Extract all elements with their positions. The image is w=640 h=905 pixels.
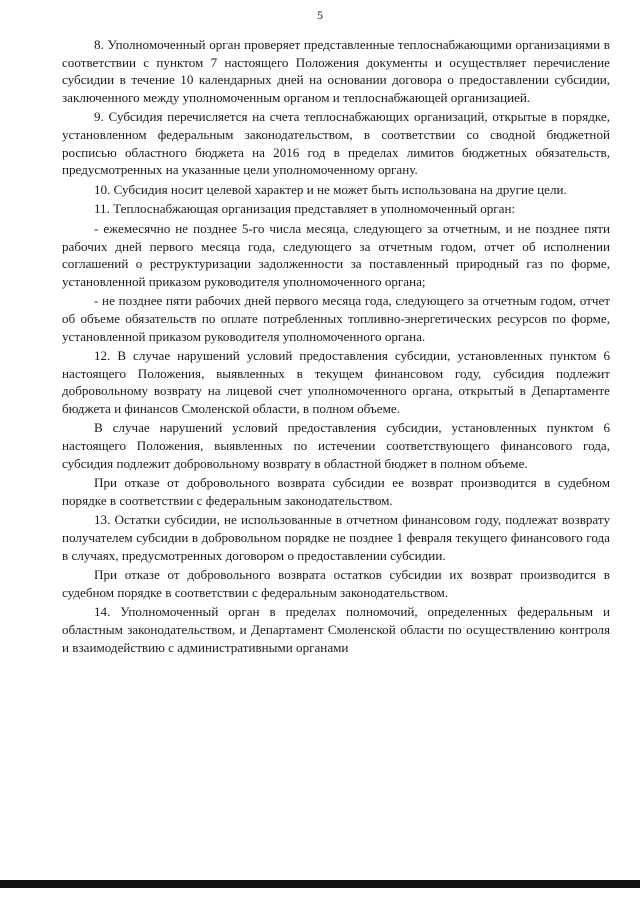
- paragraph-9: 9. Субсидия перечисляется на счета теплоснабжающих организаций, открытые в порядке, установленном федеральным законодательством, в соответствии со сводной бюджетной росписью областного бюджета на 2016 год в пределах лимитов бюджетных обязательств, предусмотренных на указанные цели уполномоченному органу.: [62, 109, 610, 178]
- document-body: [62, 36, 610, 658]
- paragraph-11: 11. Теплоснабжающая организация представляет в уполномоченный орган:: [94, 201, 516, 217]
- paragraph-13: 13. Остатки субсидии, не использованные в отчетном финансовом году, подлежат возврату получателем субсидии в добровольном порядке не позднее 1 февраля текущего финансового года в случаях, предусмотренных договором о предоставлении субсидии.: [62, 512, 610, 563]
- paragraph-12: 12. В случае нарушений условий предоставления субсидии, установленных пунктом 6 настоящего Положения, выявленных в текущем финансовом году, субсидия подлежит добровольному возврату на лицевой счет уполномоченного органа, открытый в Департаменте бюджета и финансов Смоленской области, в полном объеме.: [62, 348, 610, 416]
- paragraph-10: 10. Субсидия носит целевой характер и не может быть использована на другие цели.: [94, 181, 567, 197]
- paragraph-13-part-2: При отказе от добровольного возврата остатков субсидии их возврат производится в судебном порядке в соответствии с федеральным законодательством.: [62, 567, 610, 600]
- paragraph-11-item-2: - не позднее пяти рабочих дней первого месяца года, следующего за отчетным годом, отчет об объеме обязательств по оплате потребленных топливно-энергетических ресурсов по форме, установленной приказом руководителя уполномоченного органа.: [62, 293, 610, 344]
- page-number: 5: [317, 8, 323, 22]
- scan-edge-bar: [0, 880, 640, 888]
- paragraph-14: 14. Уполномоченный орган в пределах полномочий, определенных федеральным и областным законодательством, и Департамент Смоленской области по осуществлению контроля и взаимодействию с административными органами: [62, 604, 610, 655]
- paragraph-12-part-2: В случае нарушений условий предоставления субсидии, установленных пунктом 6 настоящего Положения, выявленных по истечении соответствующего финансового года, субсидия подлежит добровольному возврату в областной бюджет в полном объеме.: [62, 420, 610, 471]
- paragraph-11-item-1: - ежемесячно не позднее 5-го числа месяца, следующего за отчетным, и не позднее пяти рабочих дней первого месяца года, следующего за отчетным годом, отчет об исполнении соглашений о реструктуризации задолженности за поставленный природный газ по форме, установленной приказом руководителя уполномоченного органа;: [62, 220, 610, 289]
- paragraph-12-part-3: При отказе от добровольного возврата субсидии ее возврат производится в судебном порядке в соответствии с федеральным законодательством.: [62, 475, 610, 508]
- paragraph-8: 8. Уполномоченный орган проверяет представленные теплоснабжающими организациями в соответствии с пунктом 7 настоящего Положения документы и осуществляет перечисление субсидии в течение 10 календарных дней на основании договора о предоставлении субсидии, заключенного между уполномоченным органом и теплоснабжающей организацией.: [62, 37, 610, 105]
